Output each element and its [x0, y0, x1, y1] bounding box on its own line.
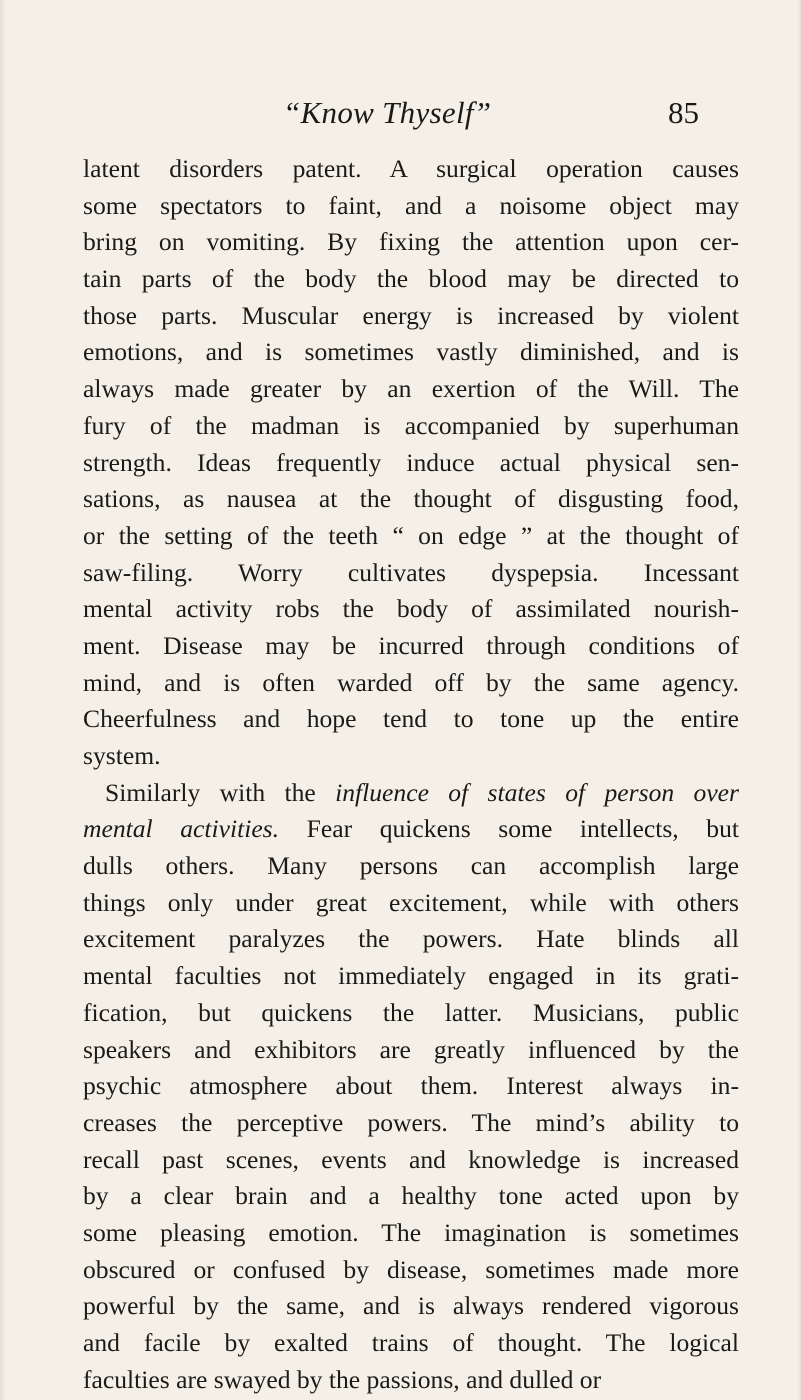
text-line: those parts. Muscular energy is increased by violent	[83, 300, 739, 330]
text-line: saw-filing. Worry cultivates dyspepsia. Incessant	[83, 557, 739, 587]
italic-run: mental activities.	[83, 814, 280, 844]
text-line: tain parts of the body the blood may be directed to	[83, 264, 739, 294]
text-run: Similarly with the	[105, 777, 336, 807]
text-line: by a clear brain and a healthy tone acted upon by	[83, 1181, 739, 1211]
text-line: fication, but quickens the latter. Musicians, public	[83, 997, 739, 1027]
text-line: psychic atmosphere about them. Interest always in-	[83, 1071, 739, 1101]
text-run: Fear quickens some intellects, but	[279, 814, 739, 844]
text-line: emotions, and is sometimes vastly diminished, and is	[83, 337, 739, 367]
text-line: system.	[83, 741, 161, 770]
text-line: and facile by exalted trains of thought. The logical	[83, 1328, 739, 1357]
text-line: dulls others. Many persons can accomplish large	[83, 851, 739, 881]
text-line: obscured or confused by disease, sometimes made more	[83, 1254, 739, 1284]
text-line: creases the perceptive powers. The mind’s ability to	[83, 1107, 739, 1137]
text-line: mind, and is often warded off by the same agency.	[83, 667, 739, 697]
text-line: faculties are swayed by the passions, and dulled or	[83, 1364, 602, 1394]
text-line: speakers and exhibitors are greatly influenced by the	[83, 1034, 739, 1064]
text-line: fury of the madman is accompanied by superhuman	[83, 410, 739, 440]
text-line: Cheerfulness and hope tend to tone up the entire	[83, 704, 739, 734]
text-line: excitement paralyzes the powers. Hate blinds all	[83, 924, 739, 954]
page-header	[0, 95, 801, 145]
paragraph-start-line	[83, 775, 739, 812]
page-edge-left	[0, 0, 6, 1400]
text-line: recall past scenes, events and knowledge is increased	[83, 1144, 739, 1174]
text-line: some spectators to faint, and a noisome object may	[83, 190, 739, 220]
text-line: powerful by the same, and is always rendered vigorous	[83, 1291, 739, 1321]
text-line: bring on vomiting. By fixing the attention upon cer-	[83, 227, 739, 257]
text-line: always made greater by an exertion of the Will. The	[83, 374, 739, 404]
page-number: 85	[668, 95, 699, 130]
text-line: or the setting of the teeth “ on edge ” at the thought of	[83, 520, 739, 550]
text-line: latent disorders patent. A surgical operation causes	[83, 154, 739, 183]
italic-run: influence of states of person over	[335, 777, 739, 807]
text-line: sations, as nausea at the thought of disgusting food,	[83, 484, 739, 514]
text-line: mental faculties not immediately engaged in its grati-	[83, 961, 739, 991]
body-text	[83, 151, 739, 1398]
text-line: strength. Ideas frequently induce actual physical sen-	[83, 447, 739, 477]
text-line: ment. Disease may be incurred through conditions of	[83, 630, 739, 660]
text-line: some pleasing emotion. The imagination is sometimes	[83, 1217, 739, 1247]
text-line: things only under great excitement, while with others	[83, 887, 739, 917]
running-title: “Know Thyself”	[283, 95, 492, 130]
page-edge-right	[797, 0, 801, 1400]
text-line	[83, 811, 739, 848]
text-line: mental activity robs the body of assimilated nourish-	[83, 594, 739, 624]
